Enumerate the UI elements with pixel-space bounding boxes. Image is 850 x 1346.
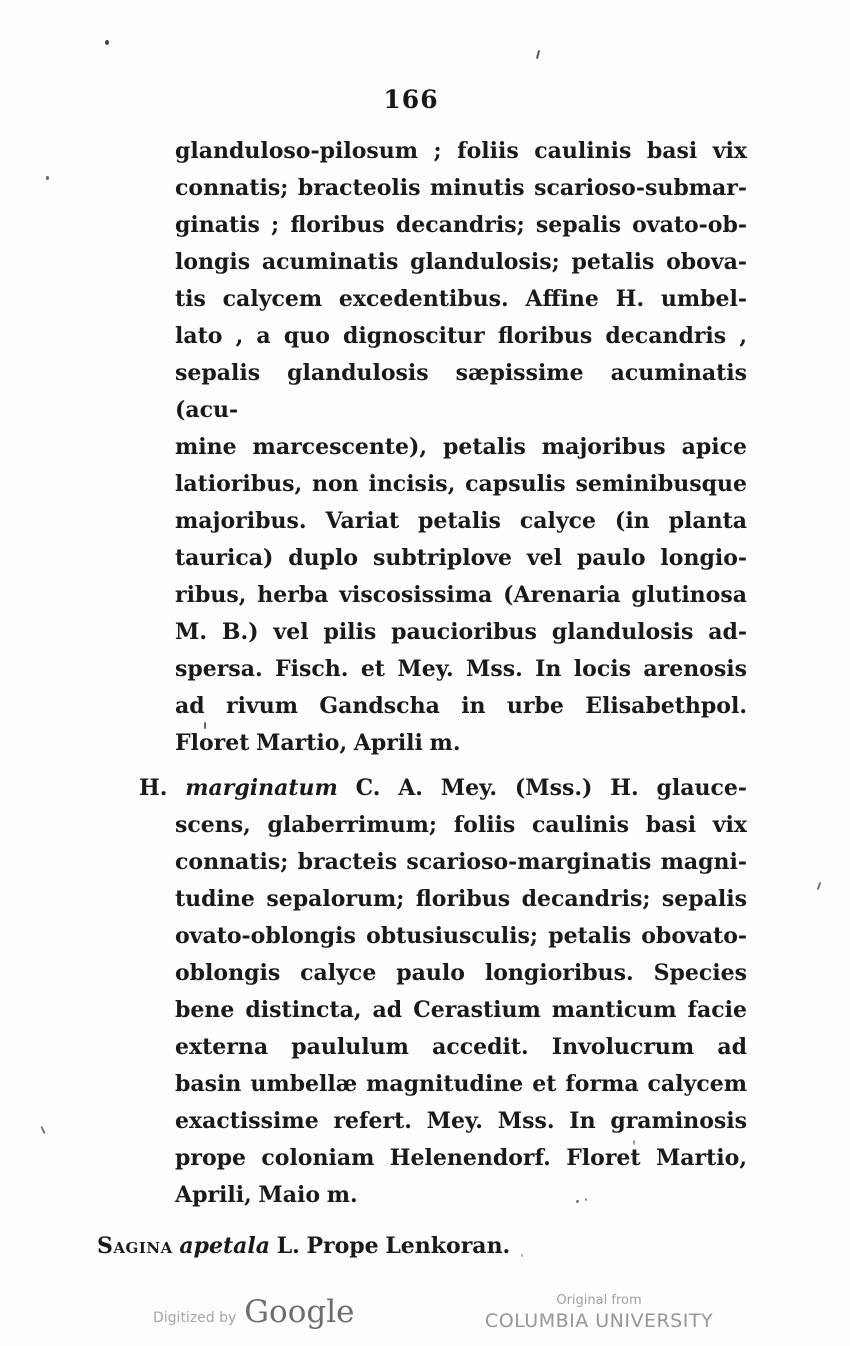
text-line <box>175 503 747 540</box>
text-line <box>97 1228 747 1265</box>
text-segment: ginatis ; floribus decandris; sepalis ovato-ob- <box>175 212 747 238</box>
text-line <box>175 133 747 170</box>
page-number: 166 <box>383 85 439 114</box>
text-line <box>175 955 747 992</box>
text-segment: externa paululum accedit. Involucrum ad <box>175 1034 747 1060</box>
text-line <box>175 614 747 651</box>
text-line <box>175 355 747 429</box>
text-line <box>175 170 747 207</box>
text-line <box>175 992 747 1029</box>
text-segment: mine marcescente), petalis majoribus apice <box>175 434 747 460</box>
text-segment: bene distincta, ad Cerastium manticum facie <box>175 997 747 1023</box>
text-line <box>175 1029 747 1066</box>
original-from-label: Original from <box>556 1293 642 1308</box>
text-segment: spersa. Fisch. et Mey. Mss. In locis arenosis <box>175 656 747 682</box>
paragraph <box>97 1228 747 1265</box>
digitized-by-google <box>153 1294 355 1330</box>
google-logo: Google <box>244 1294 355 1330</box>
text-segment: glanduloso-pilosum ; foliis caulinis basi vix <box>175 138 747 164</box>
text-segment: H. <box>139 775 186 801</box>
text-segment: M. B.) vel pilis paucioribus glandulosis ad- <box>175 619 747 645</box>
text-segment: tudine sepalorum; floribus decandris; sepalis <box>175 886 747 912</box>
scan-speck <box>46 176 49 180</box>
text-segment: ad rivum Gandscha in urbe Elisabethpol. <box>175 693 747 719</box>
text-segment: L. Prope Lenkoran. <box>270 1233 511 1259</box>
text-line <box>175 466 747 503</box>
text-segment: scens, glaberrimum; foliis caulinis basi vix <box>175 812 747 838</box>
scan-speck <box>817 882 822 890</box>
text-segment: exactissime refert. Mey. Mss. In graminosis <box>175 1108 747 1134</box>
text-block <box>97 133 748 1265</box>
paragraph <box>175 133 747 762</box>
text-segment: ovato-oblongis obtusiusculis; petalis obovato- <box>175 923 747 949</box>
scan-speck <box>633 1140 635 1145</box>
text-segment: Floret Martio, Aprili m. <box>175 730 461 756</box>
text-line <box>175 725 747 762</box>
text-line <box>139 770 747 807</box>
text-line <box>175 844 747 881</box>
text-line <box>175 540 747 577</box>
text-segment: lato , a quo dignoscitur floribus decandris , <box>175 323 747 349</box>
text-segment: sepalis glandulosis sæpissime acuminatis (acu- <box>175 360 747 423</box>
text-line <box>175 688 747 725</box>
text-segment: latioribus, non incisis, capsulis seminibusque <box>175 471 747 497</box>
text-segment: ribus, herba viscosissima (Arenaria glutinosa <box>175 582 747 608</box>
text-line <box>175 807 747 844</box>
text-line <box>175 1066 747 1103</box>
text-segment: majoribus. Variat petalis calyce (in planta <box>175 508 747 534</box>
text-line <box>175 1177 747 1214</box>
text-segment: Aprili, Maio m. <box>175 1182 358 1208</box>
text-segment: C. A. Mey. (Mss.) H. glauce- <box>337 775 748 801</box>
text-line <box>175 429 747 466</box>
smallcaps-text: Sagina <box>97 1233 173 1259</box>
text-line <box>175 1140 747 1177</box>
text-segment: longis acuminatis glandulosis; petalis obova- <box>175 249 747 275</box>
text-line <box>175 918 747 955</box>
text-segment: tis calycem excedentibus. Affine H. umbel- <box>175 286 747 312</box>
text-segment: oblongis calyce paulo longioribus. Species <box>175 960 747 986</box>
text-segment: basin umbellæ magnitudine et forma calycem <box>175 1071 747 1097</box>
text-line <box>175 318 747 355</box>
digitized-by-label: Digitized by <box>153 1310 237 1326</box>
paragraph <box>139 770 748 1214</box>
institution-label: COLUMBIA UNIVERSITY <box>484 1310 714 1332</box>
scan-speck <box>204 722 206 729</box>
text-line <box>175 281 747 318</box>
scan-speck <box>536 50 540 59</box>
scan-speck <box>105 40 109 45</box>
scan-speck <box>40 1126 45 1134</box>
text-line <box>175 244 747 281</box>
text-line <box>175 207 747 244</box>
original-from-block <box>478 1291 720 1333</box>
italic-text: marginatum <box>185 775 338 801</box>
text-line <box>175 651 747 688</box>
italic-text: apetala <box>179 1233 271 1259</box>
text-line <box>175 577 747 614</box>
scan-speck <box>576 1200 579 1203</box>
scan-speck <box>585 1198 587 1201</box>
scan-speck <box>521 1254 523 1257</box>
text-segment: connatis; bracteis scarioso-marginatis magni- <box>175 849 747 875</box>
text-line <box>175 881 747 918</box>
text-segment: prope coloniam Helenendorf. Floret Martio, <box>175 1145 747 1171</box>
text-segment: taurica) duplo subtriplove vel paulo longio- <box>175 545 747 571</box>
text-line <box>175 1103 747 1140</box>
text-segment: connatis; bracteolis minutis scarioso-submar- <box>175 175 747 201</box>
